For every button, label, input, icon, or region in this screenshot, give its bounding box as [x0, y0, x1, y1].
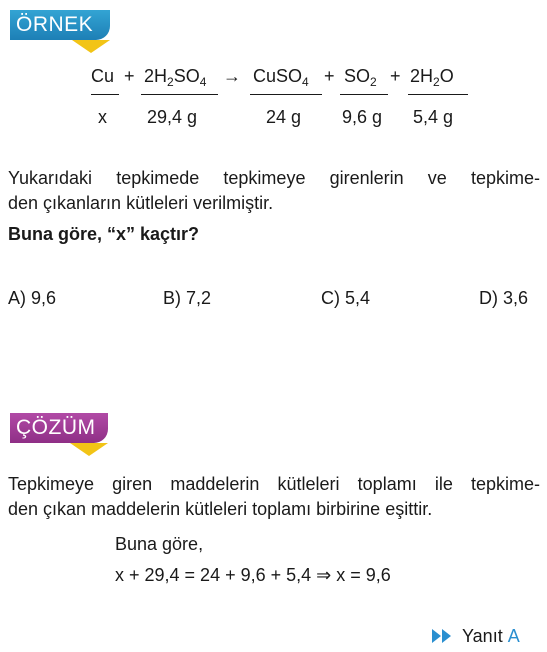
implies-symbol: ⇒ [316, 565, 332, 585]
plus-sign-1-text: + [124, 66, 135, 86]
solution-line-1: Tepkimeye giren maddelerin kütleleri toplamı ile tepkime- [8, 474, 540, 494]
solution-badge-label: ÇÖZÜM [16, 416, 96, 439]
problem-paragraph [8, 166, 540, 216]
product-cuso4 [253, 66, 309, 87]
play-arrow-icon-2 [442, 629, 451, 643]
so2-sub-1: 2 [370, 75, 377, 89]
fraction-line-h2so4 [141, 94, 218, 95]
option-a-label: A) [8, 288, 26, 308]
answer-indicator [432, 625, 520, 647]
example-badge [10, 10, 110, 40]
answer-label: Yanıt [462, 625, 503, 646]
problem-line-2: den çıkanların kütleleri verilmiştir. [8, 193, 274, 213]
h2so4-sub-2: 4 [199, 75, 207, 89]
fraction-line-so2 [340, 94, 388, 95]
option-b-value: 7,2 [186, 288, 212, 308]
mass-cuso4: 24 g [266, 107, 302, 127]
mass-h2o: 5,4 g [413, 107, 454, 127]
reactant-cu [91, 66, 114, 87]
solution-equation-left: x + 29,4 = 24 + 9,6 + 5,4 [115, 565, 312, 585]
solution-line-2: den çıkan maddelerin kütleleri toplamı birbirine eşittir. [8, 499, 433, 519]
h2so4-part-2: SO [173, 66, 200, 86]
product-h2o [410, 66, 454, 87]
h2so4-part-1: 2H [144, 66, 168, 86]
h2o-sub-1: 2 [433, 75, 440, 89]
reaction-arrow [223, 66, 241, 87]
option-a-value: 9,6 [31, 288, 57, 308]
fraction-line-cuso4 [250, 94, 322, 95]
cuso4-sub-1: 4 [302, 75, 309, 89]
option-d-value: 3,6 [503, 288, 529, 308]
solution-equation [115, 565, 391, 586]
h2o-part-2: O [439, 66, 454, 86]
option-d-label: D) [479, 288, 498, 308]
option-c-value: 5,4 [345, 288, 371, 308]
mass-h2so4: 29,4 g [147, 107, 198, 127]
solution-equation-right: x = 9,6 [336, 565, 391, 585]
option-a[interactable] [8, 288, 56, 309]
h2so4-sub-1: 2 [167, 75, 174, 89]
so2-part-1: SO [344, 66, 371, 86]
option-d[interactable] [479, 288, 528, 309]
cuso4-part-1: CuSO [253, 66, 303, 86]
mass-so2: 9,6 g [342, 107, 383, 127]
reactant-cu-text: Cu [91, 66, 115, 86]
example-badge-label: ÖRNEK [16, 13, 94, 36]
answer-letter: A [507, 625, 520, 646]
fraction-line-cu [91, 94, 119, 95]
option-c-label: C) [321, 288, 340, 308]
reactant-h2so4 [144, 66, 206, 87]
h2o-part-1: 2H [410, 66, 434, 86]
plus-sign-1 [124, 66, 135, 87]
solution-badge-tail [70, 443, 108, 456]
option-b[interactable] [163, 288, 211, 309]
mass-cu: x [98, 107, 107, 127]
reaction-arrow-text: → [223, 66, 241, 86]
plus-sign-3-text: + [390, 66, 401, 86]
product-so2 [344, 66, 377, 87]
question-text: Buna göre, “x” kaçtır? [8, 224, 200, 244]
option-b-label: B) [163, 288, 181, 308]
example-badge-tail [72, 40, 110, 53]
fraction-line-h2o [408, 94, 468, 95]
solution-line-3: Buna göre, [115, 534, 204, 554]
option-c[interactable] [321, 288, 370, 309]
solution-badge [10, 413, 108, 443]
plus-sign-2 [324, 66, 335, 87]
problem-line-1: Yukarıdaki tepkimede tepkimeye girenlerin ve tepkime- [8, 168, 540, 188]
solution-paragraph [8, 472, 540, 522]
plus-sign-2-text: + [324, 66, 335, 86]
play-arrow-icon-1 [432, 629, 441, 643]
double-play-arrow-icon [432, 629, 452, 643]
plus-sign-3 [390, 66, 401, 87]
